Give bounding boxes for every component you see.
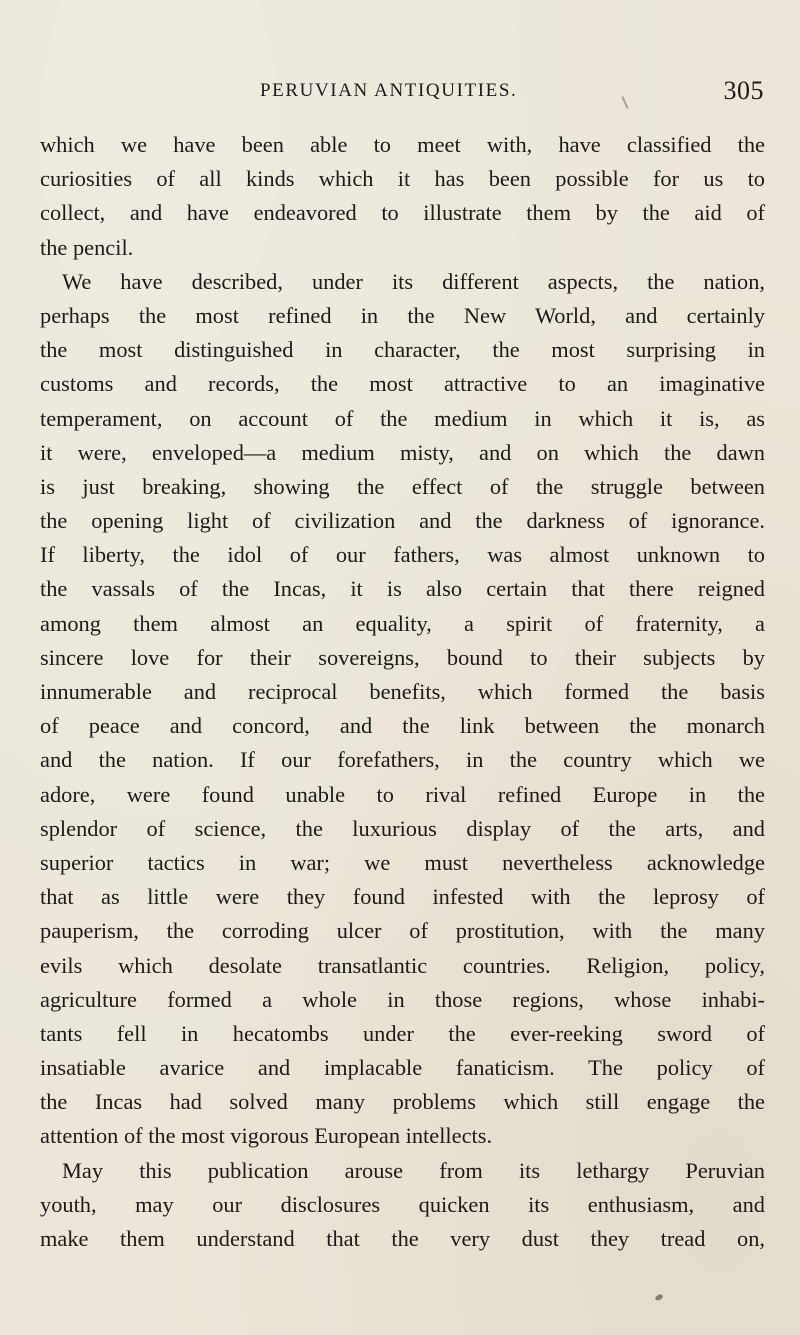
text-line: pauperism, the corroding ulcer of prostitution, with the many [40, 918, 765, 944]
paragraph-start-line: We have described, under its different aspects, the nation, [62, 268, 765, 294]
text-line: collect, and have endeavored to illustrate them by the aid of [40, 200, 765, 226]
text-line: make them understand that the very dust they tread on, [40, 1226, 765, 1251]
running-title: PERUVIAN ANTIQUITIES. [260, 80, 518, 101]
text-line: it were, enveloped—a medium misty, and on which the dawn [40, 439, 765, 465]
body-text [40, 128, 765, 1256]
text-line: the vassals of the Incas, it is also certain that there reigned [40, 576, 765, 602]
text-line: splendor of science, the luxurious display of the arts, and [40, 815, 765, 841]
text-line: that as little were they found infested with the leprosy of [40, 884, 765, 910]
text-line: perhaps the most refined in the New World, and certainly [40, 302, 765, 328]
text-line: among them almost an equality, a spirit of fraternity, a [40, 610, 765, 636]
text-line: the pencil. [40, 234, 134, 260]
text-line: evils which desolate transatlantic countries. Religion, policy, [40, 952, 765, 978]
text-line: If liberty, the idol of our fathers, was almost unknown to [40, 542, 765, 568]
text-line: innumerable and reciprocal benefits, which formed the basis [40, 679, 765, 704]
running-head [40, 76, 764, 110]
text-line: adore, were found unable to rival refined Europe in the [40, 781, 765, 807]
text-line: superior tactics in war; we must nevertheless acknowledge [40, 849, 765, 875]
text-line: attention of the most vigorous European intellects. [40, 1123, 493, 1149]
text-line: is just breaking, showing the effect of the struggle between [40, 473, 765, 499]
text-line: curiosities of all kinds which it has been possible for us to [40, 166, 765, 192]
text-line: the opening light of civilization and the darkness of ignorance. [40, 508, 765, 534]
text-line: and the nation. If our forefathers, in the country which we [40, 747, 765, 773]
text-line: the Incas had solved many problems which still engage the [40, 1089, 765, 1115]
text-line: temperament, on account of the medium in which it is, as [40, 405, 765, 431]
page-number: 305 [723, 76, 764, 105]
text-line: sincere love for their sovereigns, bound to their subjects by [40, 644, 765, 670]
text-line: agriculture formed a whole in those regions, whose inhabi- [40, 986, 765, 1012]
paragraph-start-line: May this publication arouse from its lethargy Peruvian [62, 1157, 765, 1183]
text-line: of peace and concord, and the link between the monarch [40, 713, 765, 739]
ink-speck [654, 1293, 663, 1301]
text-line: the most distinguished in character, the most surprising in [40, 337, 765, 363]
text-line: customs and records, the most attractive to an imaginative [40, 371, 765, 397]
text-line: insatiable avarice and implacable fanaticism. The policy of [40, 1055, 765, 1081]
text-line: tants fell in hecatombs under the ever-reeking sword of [40, 1020, 765, 1046]
text-line: which we have been able to meet with, have classified the [40, 132, 765, 157]
text-line: youth, may our disclosures quicken its enthusiasm, and [40, 1191, 765, 1217]
